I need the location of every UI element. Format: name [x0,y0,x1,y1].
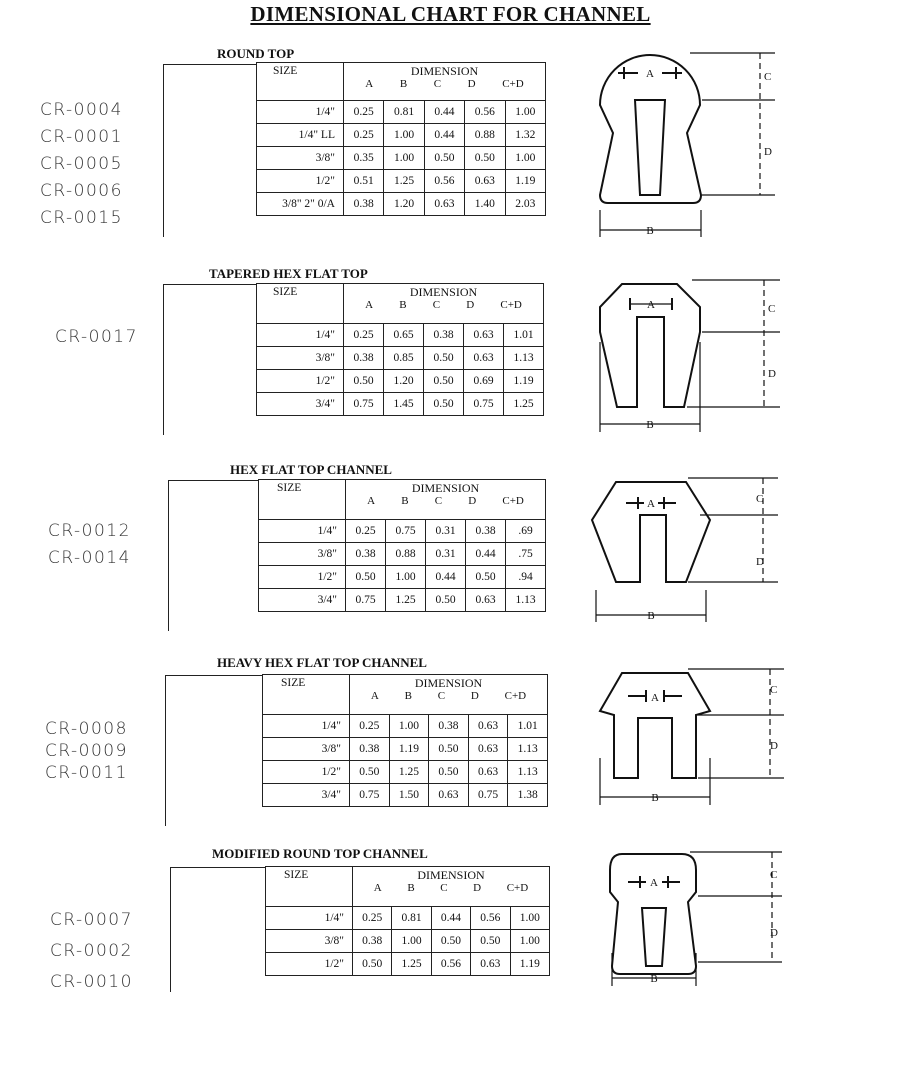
label-c: C [770,684,778,696]
value-b: 1.00 [386,566,426,589]
table-frame [163,64,258,237]
size-cell: 1/4" [257,324,344,347]
value-c: 0.50 [429,761,469,784]
size-cell: 1/2" [257,370,344,393]
col-cd: C+D [504,690,527,702]
col-b: B [399,78,408,90]
value-b: 1.25 [392,953,431,976]
value-a: 0.25 [344,101,384,124]
table-row [257,193,546,216]
round-top-profile-diagram [590,45,790,245]
label-b: B [647,610,655,622]
value-d: 0.63 [468,761,508,784]
part-code-list [48,518,131,572]
size-cell: 3/4" [263,784,350,807]
size-cell: 1/4" [259,520,346,543]
value-cd: 1.25 [504,393,544,416]
dimension-label: DIMENSION [411,481,480,495]
table-row [259,520,546,543]
col-b: B [404,690,412,702]
value-a: 0.38 [344,347,384,370]
label-a: A [650,877,658,889]
col-c: C [434,495,443,507]
part-code: CR-0007 [50,910,133,930]
size-cell: 1/4" [263,715,350,738]
value-a: 0.50 [346,566,386,589]
dimension-label: DIMENSION [409,285,478,299]
value-b: 1.25 [386,589,426,612]
table-row [257,101,546,124]
value-a: 0.25 [346,520,386,543]
value-b: 1.20 [384,193,424,216]
label-d: D [764,146,772,158]
value-c: 0.50 [424,393,464,416]
label-c: C [770,869,778,881]
label-d: D [770,740,778,752]
value-d: 0.63 [468,738,508,761]
part-code: CR-0017 [55,327,138,347]
value-d: 0.56 [465,101,505,124]
part-code-list [50,905,133,998]
value-a: 0.38 [353,930,392,953]
size-header: SIZE [263,675,350,715]
part-code-list [45,718,128,784]
value-b: 1.45 [384,393,424,416]
value-cd: 1.00 [505,147,545,170]
hex-flat-top-profile-diagram [588,470,793,630]
size-cell: 3/8" 2" 0/A [257,193,344,216]
size-cell: 1/4" LL [257,124,344,147]
part-code: CR-0015 [40,208,123,228]
part-code: CR-0011 [45,763,128,783]
table-row [259,566,546,589]
value-cd: 1.00 [505,101,545,124]
value-d: 0.63 [464,347,504,370]
value-d: 0.56 [471,907,510,930]
channel-outline [592,482,710,582]
col-c: C [432,299,441,311]
col-a: A [370,690,379,702]
value-b: 1.00 [384,147,424,170]
value-c: 0.56 [424,170,464,193]
value-c: 0.44 [431,907,470,930]
label-b: B [651,792,659,804]
col-d: D [468,495,477,507]
value-c: 0.50 [431,930,470,953]
size-cell: 1/2" [263,761,350,784]
value-c: 0.56 [431,953,470,976]
value-d: 0.38 [466,520,506,543]
col-d: D [466,299,475,311]
value-cd: 1.32 [505,124,545,147]
label-d: D [768,368,776,380]
table-row [266,930,550,953]
value-d: 0.50 [466,566,506,589]
value-b: 0.88 [386,543,426,566]
label-d: D [756,556,764,568]
value-a: 0.25 [344,124,384,147]
dimension-label: DIMENSION [410,64,479,78]
table-row [257,370,544,393]
value-c: 0.50 [424,347,464,370]
table-row [263,738,548,761]
col-d: D [473,882,482,894]
value-d: 0.75 [468,784,508,807]
value-a: 0.51 [344,170,384,193]
value-cd: 1.01 [508,715,548,738]
value-cd: .69 [506,520,546,543]
heavy-hex-profile-diagram [592,663,797,813]
dimension-header [344,63,546,101]
value-cd: 1.00 [510,930,549,953]
section-title: HEAVY HEX FLAT TOP CHANNEL [217,655,427,670]
col-b: B [407,882,415,894]
value-cd: 1.13 [508,738,548,761]
col-cd: C+D [506,882,529,894]
size-header: SIZE [266,867,353,907]
label-a: A [647,498,655,510]
col-d: D [470,690,479,702]
part-code: CR-0008 [45,719,128,739]
label-c: C [756,493,764,505]
part-code: CR-0001 [40,127,123,147]
value-b: 1.19 [389,738,429,761]
value-cd: 1.38 [508,784,548,807]
value-d: 0.63 [464,324,504,347]
value-d: 1.40 [465,193,505,216]
value-a: 0.25 [350,715,390,738]
value-b: 1.50 [389,784,429,807]
section-title: TAPERED HEX FLAT TOP [209,266,368,281]
value-c: 0.50 [424,370,464,393]
value-cd: .94 [506,566,546,589]
value-b: 1.00 [384,124,424,147]
value-a: 0.25 [353,907,392,930]
col-a: A [365,299,374,311]
part-code: CR-0014 [48,548,131,568]
value-d: 0.69 [464,370,504,393]
value-c: 0.63 [424,193,464,216]
value-a: 0.75 [346,589,386,612]
value-b: 1.00 [392,930,431,953]
part-code: CR-0006 [40,181,123,201]
dimension-header [344,284,544,324]
tapered-hex-profile-diagram [592,272,792,442]
value-cd: 1.01 [504,324,544,347]
label-b: B [646,225,654,237]
part-code: CR-0012 [48,521,131,541]
value-c: 0.44 [424,101,464,124]
table-row [259,543,546,566]
value-cd: 1.19 [504,370,544,393]
part-code-list [55,324,138,351]
label-c: C [768,303,776,315]
col-d: D [467,78,476,90]
label-a: A [647,299,655,311]
col-b: B [399,299,407,311]
table-row [266,953,550,976]
value-a: 0.35 [344,147,384,170]
part-code: CR-0005 [40,154,123,174]
dimension-table [256,62,546,216]
label-d: D [770,927,778,939]
value-cd: 1.13 [508,761,548,784]
table-row [257,324,544,347]
value-b: 1.00 [389,715,429,738]
size-cell: 3/8" [257,147,344,170]
table-frame [168,480,261,631]
page-title: DIMENSIONAL CHART FOR CHANNEL [250,2,651,26]
col-a: A [367,495,376,507]
col-c: C [437,690,446,702]
dimension-label: DIMENSION [417,868,485,882]
table-frame [170,867,267,992]
value-a: 0.38 [350,738,390,761]
size-cell: 1/2" [259,566,346,589]
table-row [257,347,544,370]
value-d: 0.63 [468,715,508,738]
table-row [257,393,544,416]
table-row [263,784,548,807]
size-cell: 3/8" [266,930,353,953]
size-cell: 1/2" [266,953,353,976]
size-cell: 3/4" [257,393,344,416]
value-a: 0.38 [346,543,386,566]
value-a: 0.75 [344,393,384,416]
value-a: 0.50 [344,370,384,393]
value-c: 0.38 [424,324,464,347]
size-header: SIZE [257,63,344,101]
table-frame [165,675,264,826]
value-b: 0.65 [384,324,424,347]
channel-slot [635,100,665,195]
value-b: 0.81 [384,101,424,124]
modified-round-top-profile-diagram [600,848,800,993]
value-b: 0.75 [386,520,426,543]
table-row [266,907,550,930]
value-b: 0.85 [384,347,424,370]
table-row [259,589,546,612]
dimension-header [353,867,550,907]
size-cell: 1/4" [257,101,344,124]
table-frame [163,284,258,435]
table-row [257,147,546,170]
section-title: MODIFIED ROUND TOP CHANNEL [212,846,428,861]
dimension-header [350,675,548,715]
value-d: 0.63 [471,953,510,976]
value-c: 0.50 [426,589,466,612]
value-c: 0.50 [429,738,469,761]
table-row [263,761,548,784]
value-c: 0.63 [429,784,469,807]
dimension-header [346,480,546,520]
section-title: HEX FLAT TOP CHANNEL [230,462,392,477]
label-c: C [764,71,772,83]
value-c: 0.31 [426,543,466,566]
channel-slot [642,908,666,966]
value-cd: 1.13 [506,589,546,612]
value-d: 0.75 [464,393,504,416]
table-row [257,124,546,147]
col-a: A [373,882,382,894]
value-a: 0.75 [350,784,390,807]
value-b: 1.25 [384,170,424,193]
table-row [257,170,546,193]
value-cd: 1.00 [510,907,549,930]
value-b: 1.25 [389,761,429,784]
section-title: ROUND TOP [217,46,295,61]
col-b: B [401,495,409,507]
value-b: 0.81 [392,907,431,930]
value-d: 0.63 [466,589,506,612]
value-d: 0.50 [471,930,510,953]
col-c: C [440,882,448,894]
value-cd: .75 [506,543,546,566]
dimension-table [265,866,550,976]
value-a: 0.50 [350,761,390,784]
label-a: A [646,68,654,80]
size-cell: 3/8" [257,347,344,370]
table-row [263,715,548,738]
col-c: C [433,78,442,90]
size-header: SIZE [259,480,346,520]
value-d: 0.63 [465,170,505,193]
size-cell: 3/4" [259,589,346,612]
part-code: CR-0009 [45,741,128,761]
value-cd: 1.13 [504,347,544,370]
label-a: A [651,692,659,704]
size-cell: 1/4" [266,907,353,930]
value-b: 1.20 [384,370,424,393]
value-c: 0.44 [424,124,464,147]
channel-outline [610,854,696,974]
part-code: CR-0004 [40,100,123,120]
value-c: 0.31 [426,520,466,543]
value-d: 0.50 [465,147,505,170]
value-d: 0.88 [465,124,505,147]
col-cd: C+D [500,299,522,311]
value-a: 0.38 [344,193,384,216]
dimension-label: DIMENSION [414,676,483,690]
col-cd: C+D [502,495,524,507]
part-code: CR-0010 [50,972,133,992]
value-cd: 1.19 [510,953,549,976]
part-code-list [40,97,123,232]
size-cell: 3/8" [263,738,350,761]
value-a: 0.50 [353,953,392,976]
dimension-table [262,674,548,807]
value-a: 0.25 [344,324,384,347]
dimension-table [258,479,546,612]
dimension-table [256,283,544,416]
size-header: SIZE [257,284,344,324]
value-c: 0.50 [424,147,464,170]
value-c: 0.38 [429,715,469,738]
part-code: CR-0002 [50,941,133,961]
value-c: 0.44 [426,566,466,589]
col-cd: C+D [502,78,524,90]
value-d: 0.44 [466,543,506,566]
channel-outline [600,673,710,778]
size-cell: 3/8" [259,543,346,566]
label-b: B [646,419,654,431]
label-b: B [650,973,658,985]
size-cell: 1/2" [257,170,344,193]
col-a: A [365,78,374,90]
value-cd: 2.03 [505,193,545,216]
value-cd: 1.19 [505,170,545,193]
